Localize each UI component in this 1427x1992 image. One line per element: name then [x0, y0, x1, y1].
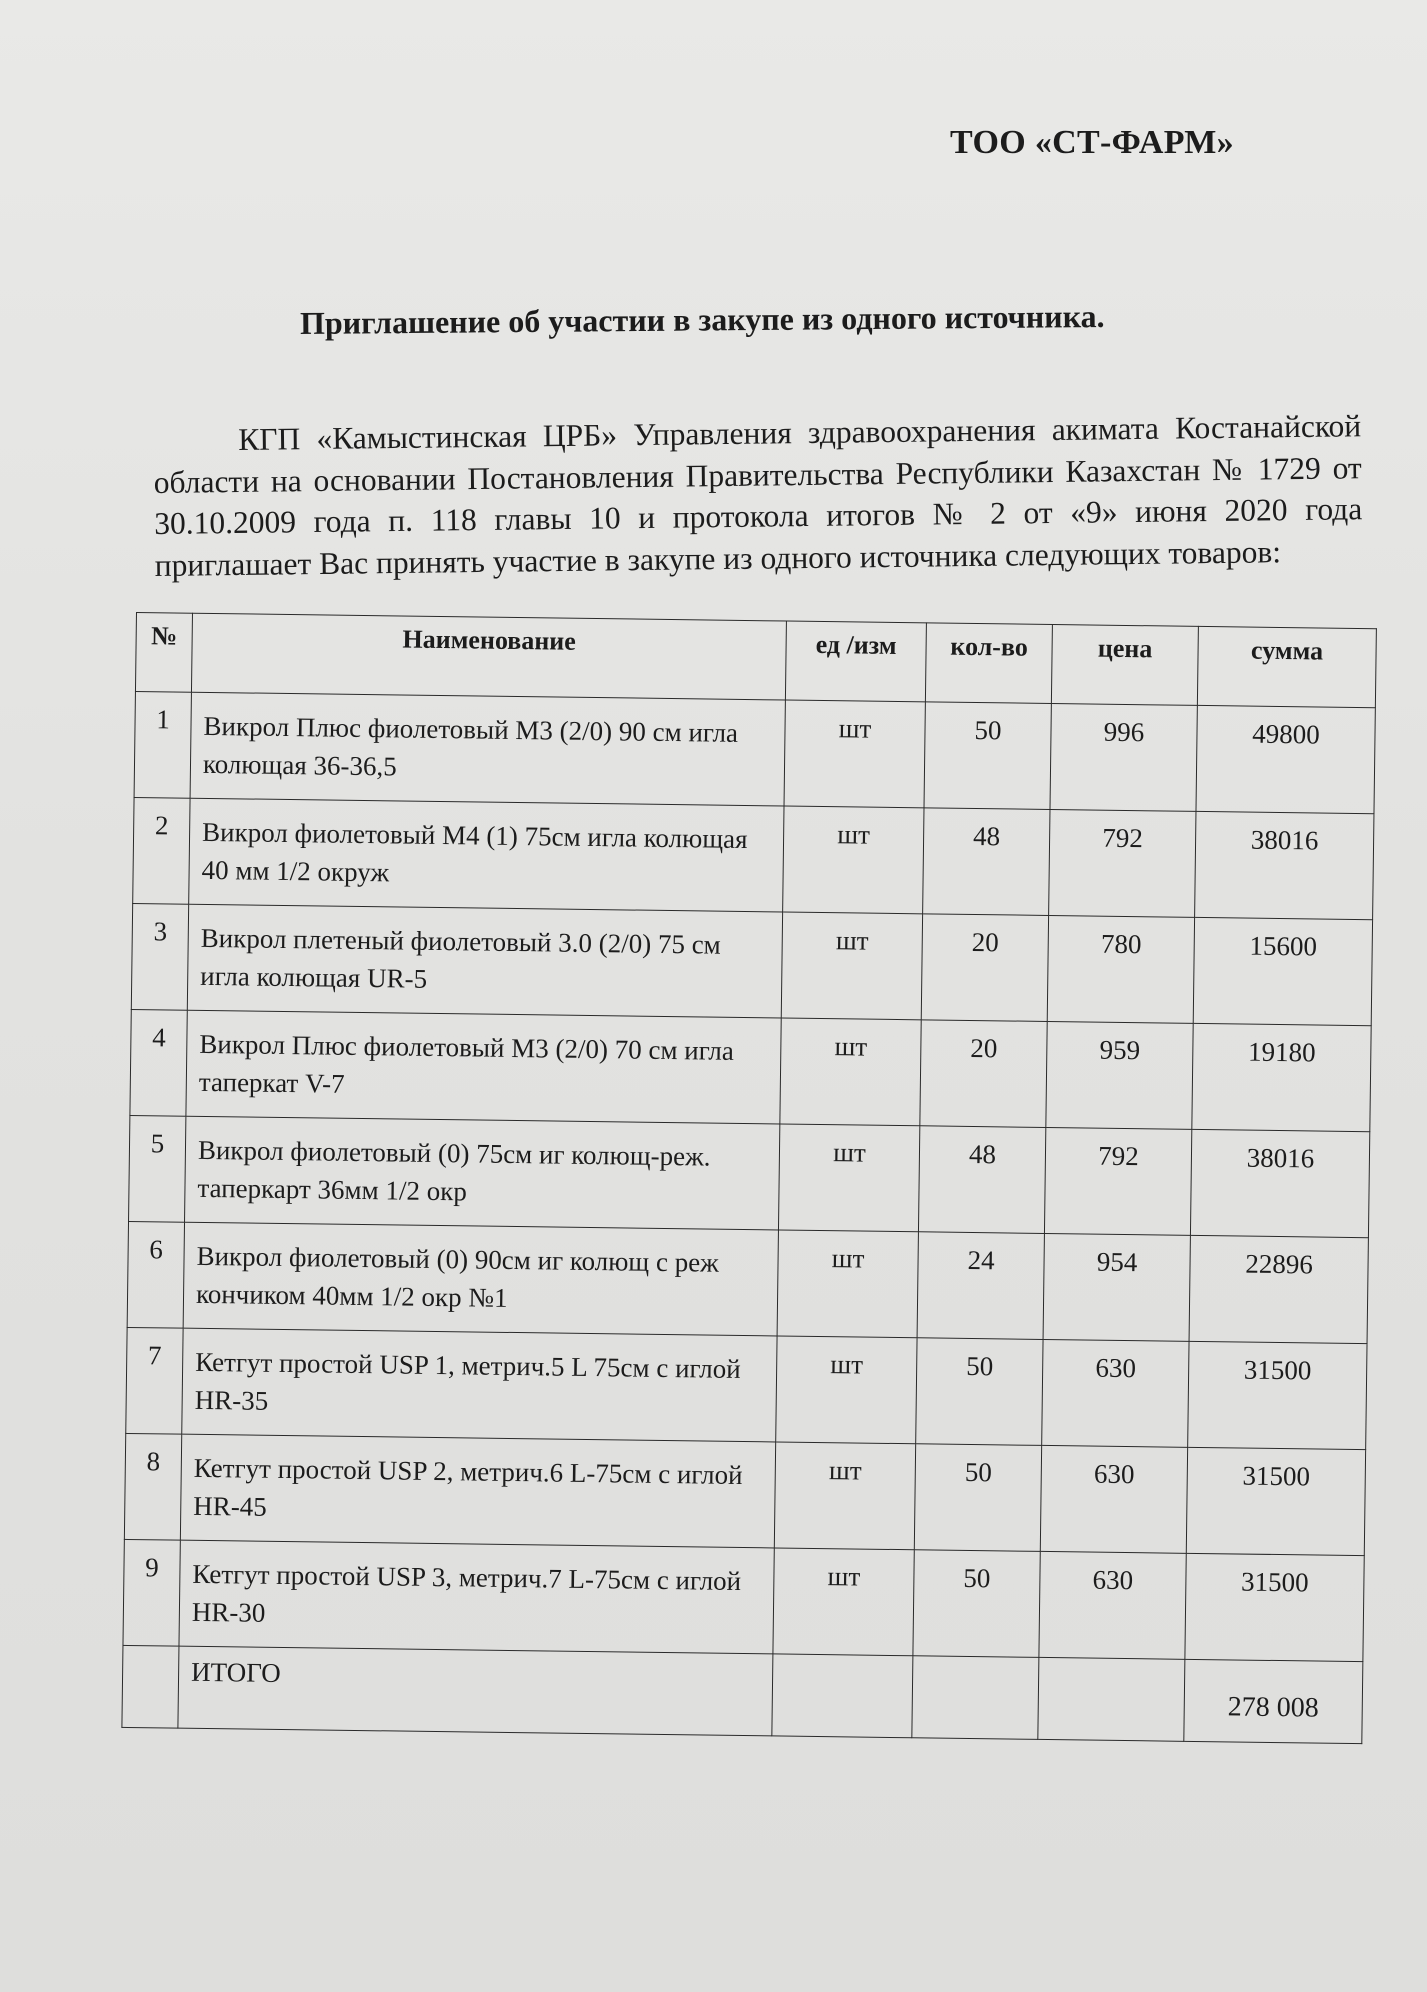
row-price: 996: [1050, 703, 1197, 811]
row-unit: шт: [773, 1548, 914, 1656]
row-name: Викрол Плюс фиолетовый М3 (2/0) 90 см игла колющая 36-36,5: [190, 692, 785, 806]
table-row: [134, 691, 1375, 813]
row-price: 630: [1039, 1551, 1186, 1659]
row-price: 630: [1042, 1339, 1189, 1447]
row-qty: 20: [920, 1020, 1047, 1128]
row-qty: 20: [921, 914, 1048, 1022]
table-row: [123, 1539, 1364, 1661]
row-name: Кетгут простой USP 1, метрич.5 L 75см с иглой HR-35: [182, 1328, 777, 1442]
row-sum: 19180: [1192, 1023, 1371, 1131]
row-sum: 38016: [1195, 811, 1374, 919]
row-price: 792: [1049, 809, 1196, 917]
table-row: [130, 1009, 1371, 1131]
header-name: Наименование: [191, 613, 786, 700]
row-qty: 50: [916, 1338, 1043, 1446]
row-no: 9: [123, 1539, 180, 1646]
row-sum: 31500: [1186, 1447, 1365, 1555]
row-sum: 22896: [1189, 1235, 1368, 1343]
table-row: [126, 1327, 1367, 1449]
header-price: цена: [1051, 624, 1198, 705]
header-no: №: [135, 613, 192, 693]
recipient-name: ТОО «СТ-ФАРМ»: [950, 124, 1234, 161]
table-row: [133, 797, 1374, 919]
row-unit: шт: [778, 1124, 919, 1232]
row-qty: 48: [918, 1126, 1045, 1234]
row-name: Кетгут простой USP 2, метрич.6 L-75см с иглой HR-45: [180, 1434, 775, 1548]
row-unit: шт: [784, 700, 925, 808]
goods-table: [121, 612, 1377, 1744]
row-unit: шт: [777, 1230, 918, 1338]
row-no: 5: [129, 1115, 186, 1222]
row-qty: 24: [917, 1232, 1044, 1340]
row-qty: 48: [923, 808, 1050, 916]
row-sum: 49800: [1196, 705, 1375, 813]
row-no: 6: [127, 1221, 184, 1328]
row-unit: шт: [774, 1442, 915, 1550]
row-name: Викрол плетеный фиолетовый 3.0 (2/0) 75 см игла колющая UR-5: [187, 904, 782, 1018]
document-title: Приглашение об участии в закупе из одного источника.: [299, 297, 1105, 341]
intro-paragraph: КГП «Камыстинская ЦРБ» Управления здравоохранения акимата Костанайской области на основании Постановления Правительства Республики Казахстан № 1729 от 30.10.2009 года п. 118 главы 10 и протокола итогов № 2 от «9» июня 2020 года приглашает Вас принять участие в закупе из одного источника следующих товаров:: [153, 408, 1363, 583]
row-no: 2: [133, 797, 190, 904]
header-unit: ед /изм: [785, 621, 926, 702]
row-unit: шт: [776, 1336, 917, 1444]
row-no: 3: [131, 903, 188, 1010]
goods-table-wrapper: [121, 612, 1376, 1744]
row-price: 954: [1043, 1233, 1190, 1341]
table-row: [124, 1433, 1365, 1555]
row-price: 780: [1047, 915, 1194, 1023]
row-no: 1: [134, 691, 191, 798]
header-qty: кол-во: [925, 623, 1052, 704]
row-name: Викрол Плюс фиолетовый М3 (2/0) 70 см игла таперкат V-7: [186, 1010, 781, 1124]
row-name: Кетгут простой USP 3, метрич.7 L-75см с иглой HR-30: [179, 1540, 774, 1654]
row-sum: 31500: [1188, 1341, 1367, 1449]
total-label: ИТОГО: [178, 1646, 773, 1736]
table-row: [127, 1221, 1368, 1343]
row-price: 630: [1040, 1445, 1187, 1553]
total-no-cell: [122, 1645, 179, 1728]
row-name: Викрол фиолетовый (0) 75см иг колющ-реж. таперкарт 36мм 1/2 окр: [185, 1116, 780, 1230]
row-unit: шт: [783, 806, 924, 914]
row-qty: 50: [924, 702, 1051, 810]
row-unit: шт: [781, 912, 922, 1020]
total-qty-cell: [912, 1656, 1039, 1740]
row-unit: шт: [780, 1018, 921, 1126]
row-no: 8: [124, 1433, 181, 1540]
row-name: Викрол фиолетовый М4 (1) 75см игла колющая 40 мм 1/2 окруж: [189, 798, 784, 912]
header-sum: сумма: [1197, 626, 1376, 707]
row-sum: 15600: [1193, 917, 1372, 1025]
row-sum: 31500: [1185, 1553, 1364, 1661]
total-price-cell: [1038, 1657, 1185, 1741]
row-no: 7: [126, 1327, 183, 1434]
table-row: [129, 1115, 1370, 1237]
total-row: [122, 1645, 1363, 1743]
row-sum: 38016: [1190, 1129, 1369, 1237]
table-row: [131, 903, 1372, 1025]
row-qty: 50: [913, 1550, 1040, 1658]
row-price: 959: [1046, 1021, 1193, 1129]
total-unit-cell: [772, 1654, 913, 1738]
row-qty: 50: [914, 1444, 1041, 1552]
total-sum: 278 008: [1184, 1659, 1363, 1743]
row-no: 4: [130, 1009, 187, 1116]
row-price: 792: [1044, 1127, 1191, 1235]
row-name: Викрол фиолетовый (0) 90см иг колющ с реж кончиком 40мм 1/2 окр №1: [183, 1222, 778, 1336]
